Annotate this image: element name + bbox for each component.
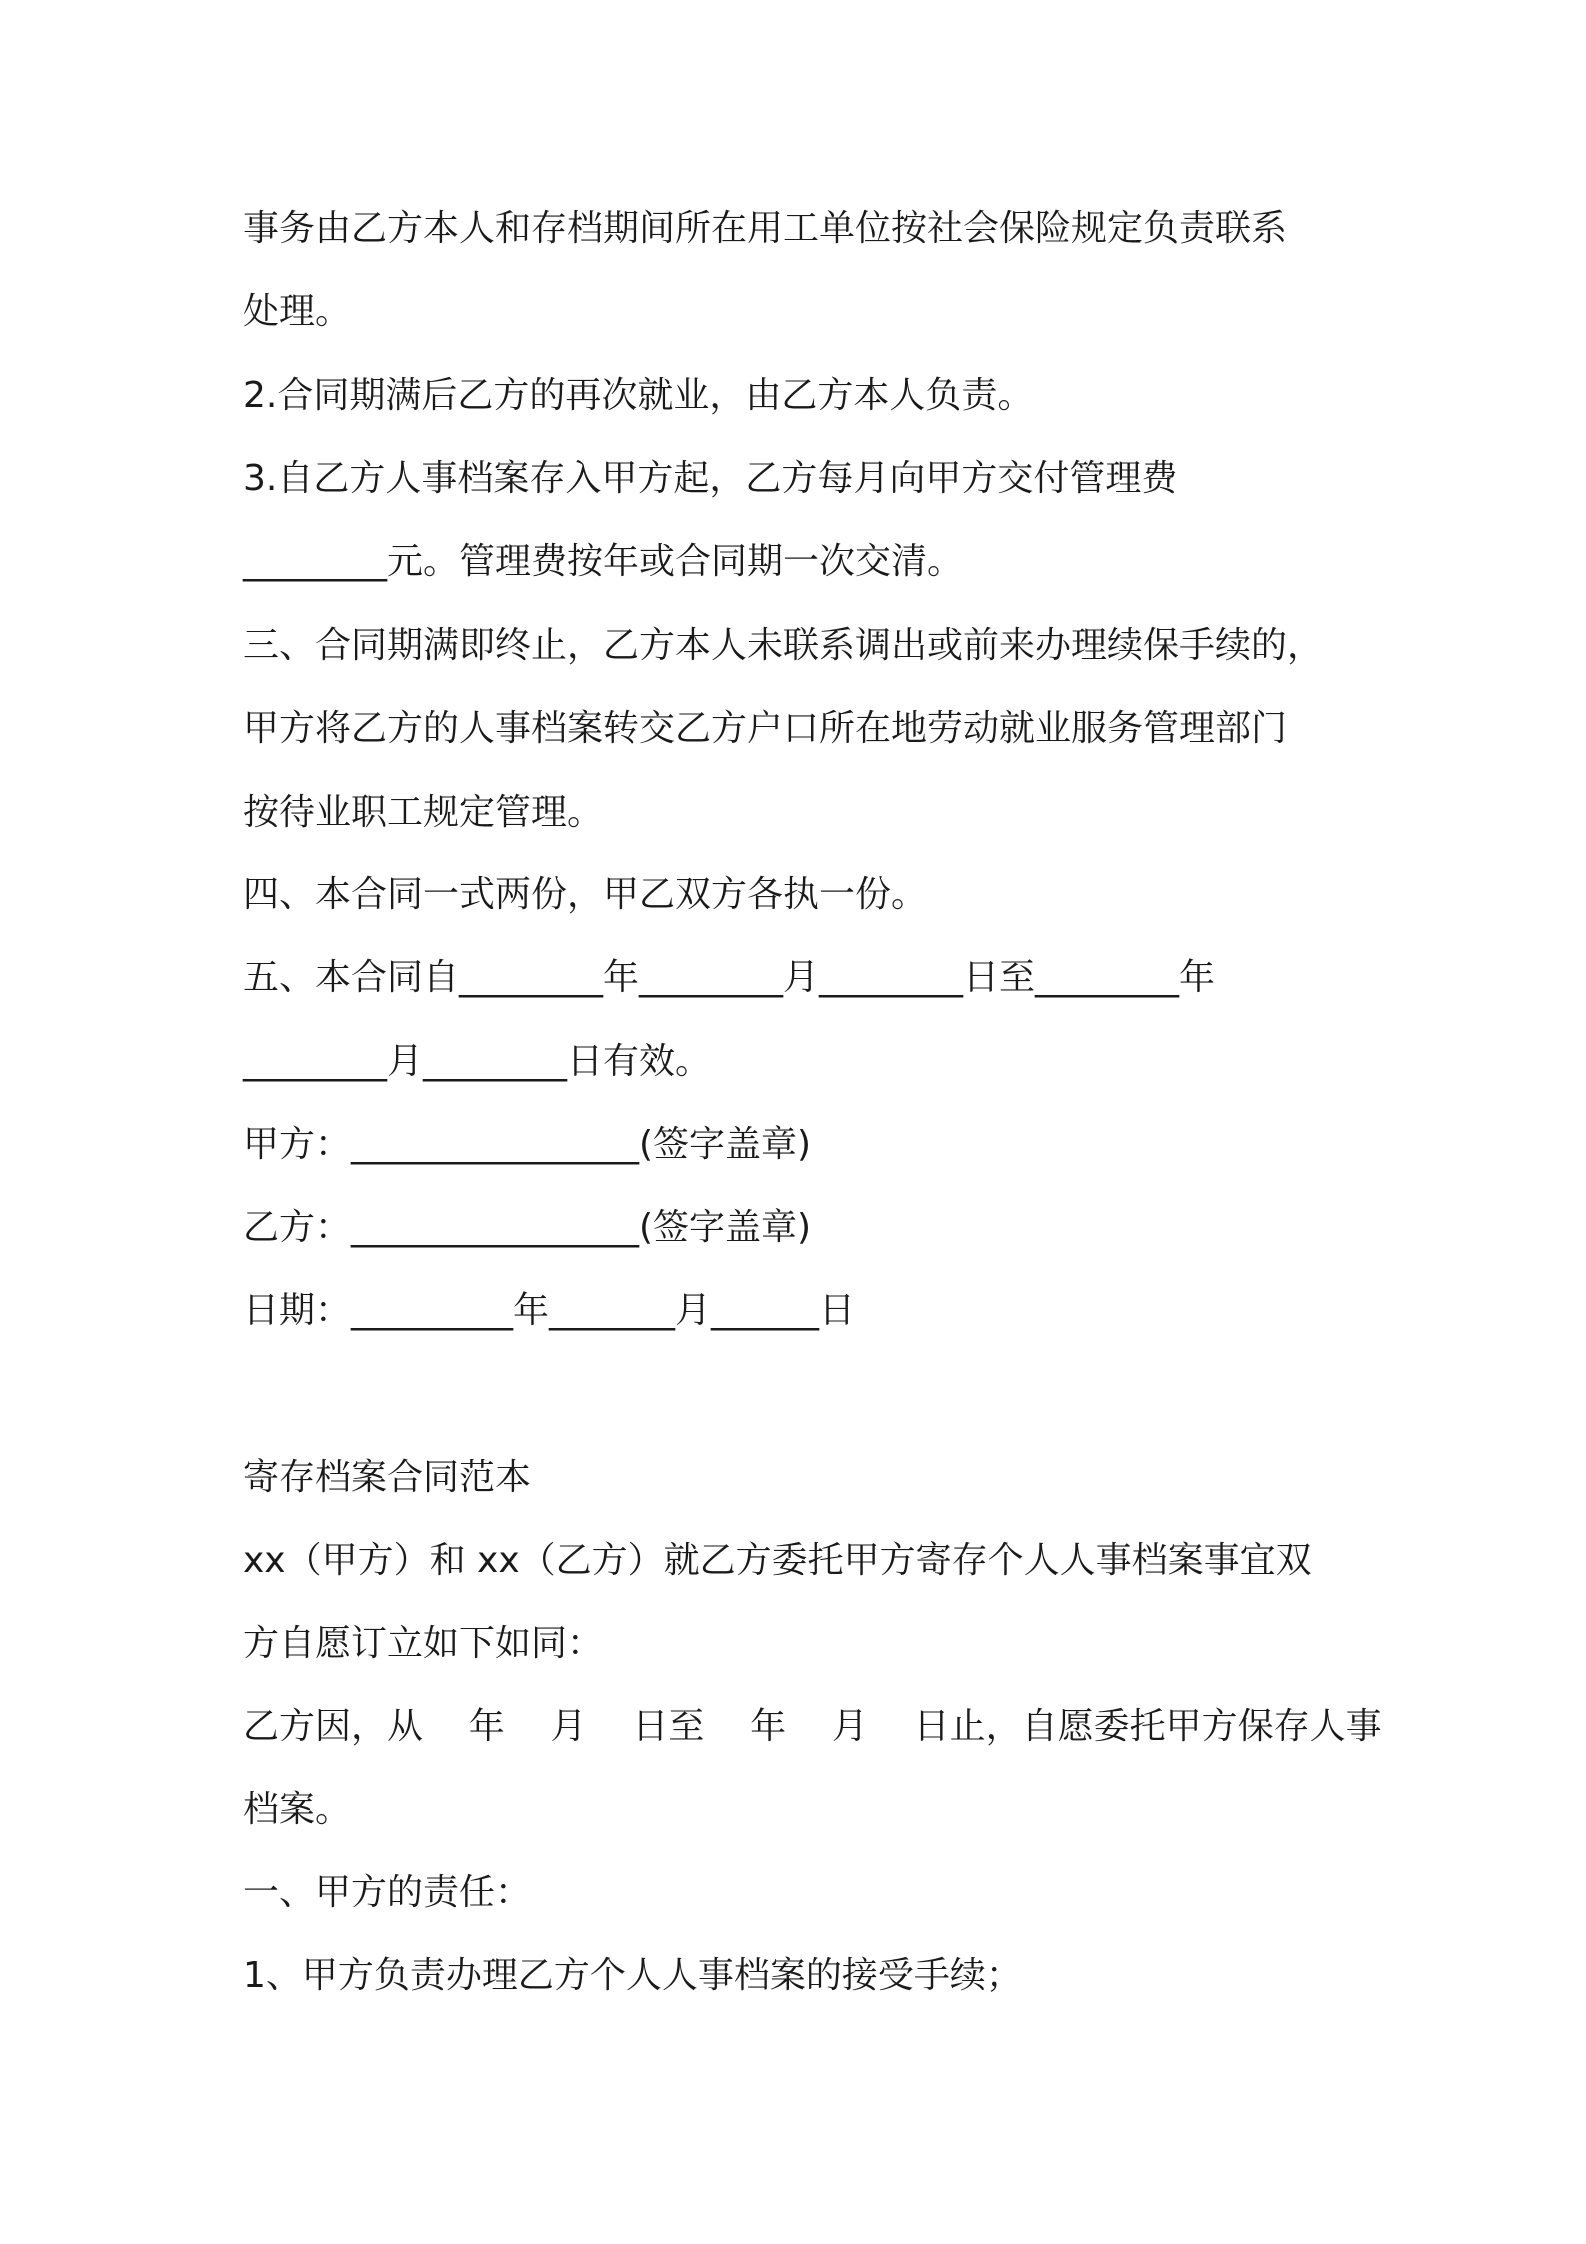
text-line: 3.自乙方人事档案存入甲方起，乙方每月向甲方交付管理费 xyxy=(243,458,1178,499)
text-line: 处理。 xyxy=(243,291,352,332)
clause-three: 三、合同期满即终止，乙方本人未联系调出或前来办理续保手续的， xyxy=(243,625,1324,666)
text-line: xx（甲方）和 xx（乙方）就乙方委托甲方寄存个人人事档案事宜双 xyxy=(243,1540,1312,1581)
clause-four: 四、本合同一式两份，甲乙双方各执一份。 xyxy=(243,874,928,915)
text-line: ________元。管理费按年或合同期一次交清。 xyxy=(243,541,964,582)
text-line: 乙方因，从 年 月 日至 年 月 日止，自愿委托甲方保存人事 xyxy=(243,1706,1382,1747)
text-line: 甲方将乙方的人事档案转交乙方户口所在地劳动就业服务管理部门 xyxy=(243,708,1288,749)
party-a-signature-line: 甲方：________________(签字盖章) xyxy=(243,1124,812,1165)
party-b-signature-line: 乙方：________________(签字盖章) xyxy=(243,1207,812,1248)
document-title: 寄存档案合同范本 xyxy=(243,1457,532,1498)
date-line: 日期：_________年_______月______日 xyxy=(243,1290,856,1331)
text-line: 1、甲方负责办理乙方个人人事档案的接受手续； xyxy=(243,1955,1022,1996)
clause-five: 五、本合同自________年________月________日至________年 xyxy=(243,957,1216,998)
text-line: 事务由乙方本人和存档期间所在用工单位按社会保险规定负责联系 xyxy=(243,208,1288,249)
text-line: 方自愿订立如下如同： xyxy=(243,1623,604,1664)
text-line: 按待业职工规定管理。 xyxy=(243,792,604,833)
section-heading: 一、甲方的责任： xyxy=(243,1872,532,1913)
text-line: 档案。 xyxy=(243,1789,352,1830)
text-line: ________月________日有效。 xyxy=(243,1041,712,1082)
text-line: 2.合同期满后乙方的再次就业，由乙方本人负责。 xyxy=(243,375,1034,416)
